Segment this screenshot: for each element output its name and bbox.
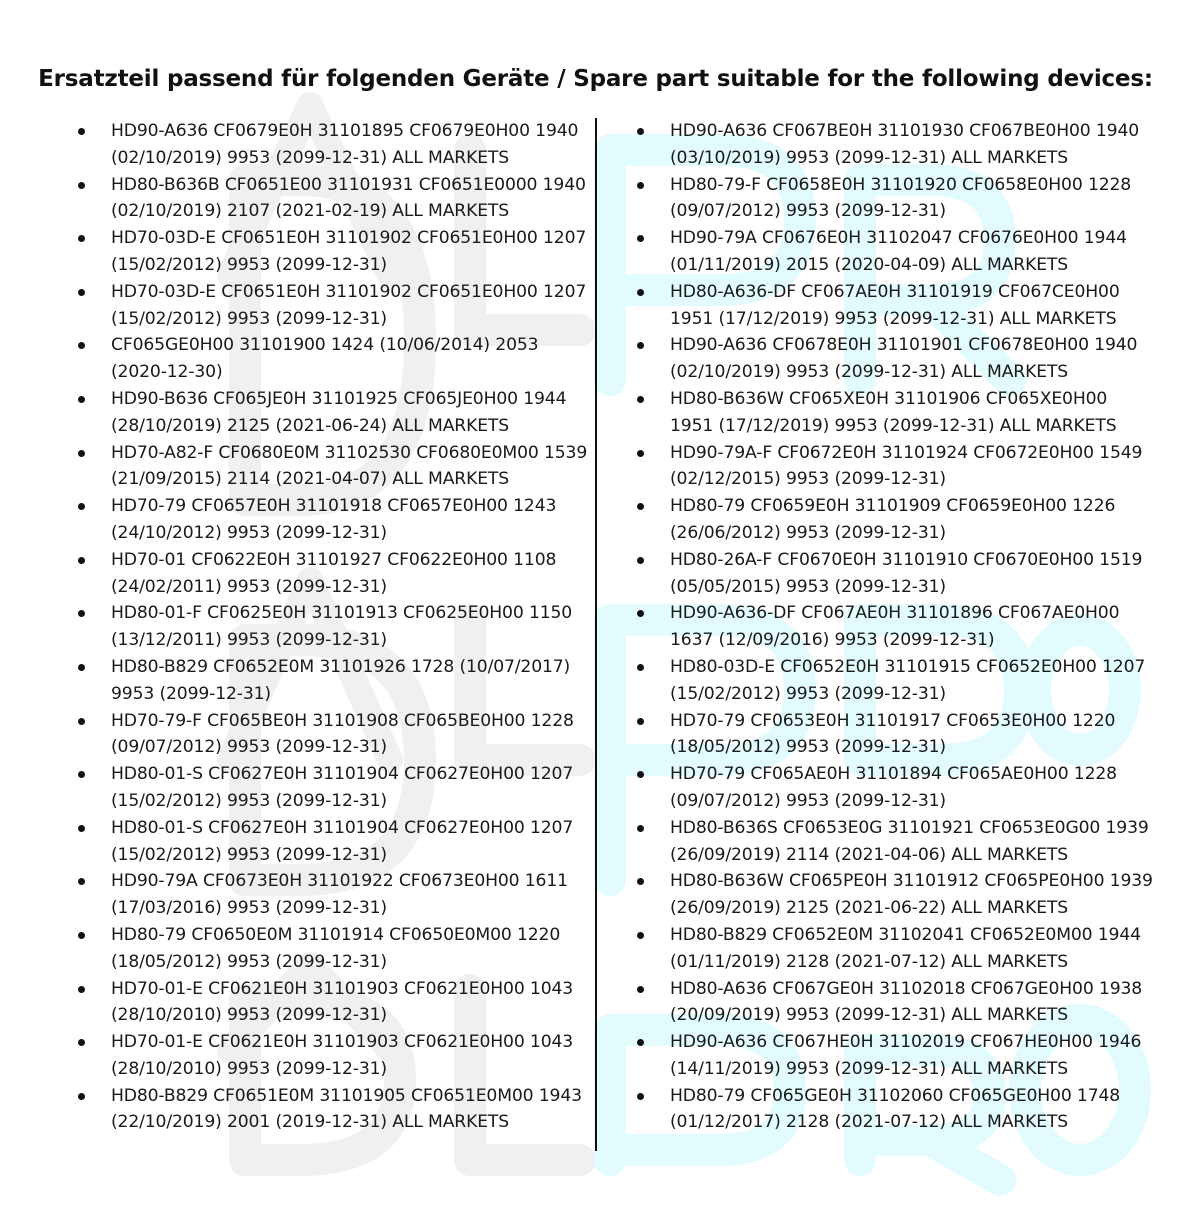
device-list-item: HD80-B636S CF0653E0G 31101921 CF0653E0G00 1939 (26/09/2019) 2114 (2021-04-06) ALL MARKETS — [670, 815, 1155, 869]
right-device-list — [670, 118, 1155, 1136]
device-list-item: HD70-01-E CF0621E0H 31101903 CF0621E0H00 1043 (28/10/2010) 9953 (2099-12-31) — [111, 976, 591, 1030]
device-list-item: HD70-01 CF0622E0H 31101927 CF0622E0H00 1108 (24/02/2011) 9953 (2099-12-31) — [111, 547, 591, 601]
device-list-item: HD70-79-F CF065BE0H 31101908 CF065BE0H00 1228 (09/07/2012) 9953 (2099-12-31) — [111, 708, 591, 762]
left-device-list — [111, 118, 591, 1136]
device-list-item: HD80-79 CF065GE0H 31102060 CF065GE0H00 1748 (01/12/2017) 2128 (2021-07-12) ALL MARKETS — [670, 1083, 1155, 1137]
device-list-item: HD90-79A CF0673E0H 31101922 CF0673E0H00 1611 (17/03/2016) 9953 (2099-12-31) — [111, 868, 591, 922]
column-divider — [595, 118, 597, 1151]
device-list-item: HD90-A636-DF CF067AE0H 31101896 CF067AE0H00 1637 (12/09/2016) 9953 (2099-12-31) — [670, 600, 1155, 654]
device-list-item: HD80-79-F CF0658E0H 31101920 CF0658E0H00 1228 (09/07/2012) 9953 (2099-12-31) — [670, 172, 1155, 226]
device-list-item: HD70-01-E CF0621E0H 31101903 CF0621E0H00 1043 (28/10/2010) 9953 (2099-12-31) — [111, 1029, 591, 1083]
device-list-item: HD70-79 CF0657E0H 31101918 CF0657E0H00 1243 (24/10/2012) 9953 (2099-12-31) — [111, 493, 591, 547]
device-list-item: HD90-A636 CF067HE0H 31102019 CF067HE0H00 1946 (14/11/2019) 9953 (2099-12-31) ALL MARKETS — [670, 1029, 1155, 1083]
device-list-item: HD90-A636 CF0678E0H 31101901 CF0678E0H00 1940 (02/10/2019) 9953 (2099-12-31) ALL MARKETS — [670, 332, 1155, 386]
device-list-item: HD80-79 CF0650E0M 31101914 CF0650E0M00 1220 (18/05/2012) 9953 (2099-12-31) — [111, 922, 591, 976]
device-list-item: HD70-79 CF065AE0H 31101894 CF065AE0H00 1228 (09/07/2012) 9953 (2099-12-31) — [670, 761, 1155, 815]
device-list-item: HD70-03D-E CF0651E0H 31101902 CF0651E0H00 1207 (15/02/2012) 9953 (2099-12-31) — [111, 279, 591, 333]
device-list-item: HD80-B829 CF0652E0M 31102041 CF0652E0M00 1944 (01/11/2019) 2128 (2021-07-12) ALL MARKETS — [670, 922, 1155, 976]
device-list-item: HD90-B636 CF065JE0H 31101925 CF065JE0H00 1944 (28/10/2019) 2125 (2021-06-24) ALL MARKETS — [111, 386, 591, 440]
device-list-item: HD80-B829 CF0651E0M 31101905 CF0651E0M00 1943 (22/10/2019) 2001 (2019-12-31) ALL MARKETS — [111, 1083, 591, 1137]
device-list-item: HD90-79A CF0676E0H 31102047 CF0676E0H00 1944 (01/11/2019) 2015 (2020-04-09) ALL MARKETS — [670, 225, 1155, 279]
device-list-item: HD90-A636 CF0679E0H 31101895 CF0679E0H00 1940 (02/10/2019) 9953 (2099-12-31) ALL MARKETS — [111, 118, 591, 172]
device-list-item: HD80-79 CF0659E0H 31101909 CF0659E0H00 1226 (26/06/2012) 9953 (2099-12-31) — [670, 493, 1155, 547]
device-list-item: HD80-01-S CF0627E0H 31101904 CF0627E0H00 1207 (15/02/2012) 9953 (2099-12-31) — [111, 761, 591, 815]
page-title: Ersatzteil passend für folgenden Geräte / Spare part suitable for the following devices: — [38, 66, 1153, 92]
device-list-item: HD80-01-F CF0625E0H 31101913 CF0625E0H00 1150 (13/12/2011) 9953 (2099-12-31) — [111, 600, 591, 654]
device-list-item: HD80-B829 CF0652E0M 31101926 1728 (10/07/2017) 9953 (2099-12-31) — [111, 654, 591, 708]
device-list-item: HD90-79A-F CF0672E0H 31101924 CF0672E0H00 1549 (02/12/2015) 9953 (2099-12-31) — [670, 440, 1155, 494]
device-list-item: HD70-79 CF0653E0H 31101917 CF0653E0H00 1220 (18/05/2012) 9953 (2099-12-31) — [670, 708, 1155, 762]
device-list-item: HD80-26A-F CF0670E0H 31101910 CF0670E0H00 1519 (05/05/2015) 9953 (2099-12-31) — [670, 547, 1155, 601]
device-list-item: HD80-B636B CF0651E00 31101931 CF0651E0000 1940 (02/10/2019) 2107 (2021-02-19) ALL MARKETS — [111, 172, 591, 226]
device-list-item: HD80-A636 CF067GE0H 31102018 CF067GE0H00 1938 (20/09/2019) 9953 (2099-12-31) ALL MARKETS — [670, 976, 1155, 1030]
device-list-item: HD80-B636W CF065PE0H 31101912 CF065PE0H00 1939 (26/09/2019) 2125 (2021-06-22) ALL MARKETS — [670, 868, 1155, 922]
device-list-item: HD80-03D-E CF0652E0H 31101915 CF0652E0H00 1207 (15/02/2012) 9953 (2099-12-31) — [670, 654, 1155, 708]
device-list-item: HD90-A636 CF067BE0H 31101930 CF067BE0H00 1940 (03/10/2019) 9953 (2099-12-31) ALL MARKETS — [670, 118, 1155, 172]
device-list-item: HD80-A636-DF CF067AE0H 31101919 CF067CE0H00 1951 (17/12/2019) 9953 (2099-12-31) ALL MARKETS — [670, 279, 1155, 333]
device-list-item: HD70-03D-E CF0651E0H 31101902 CF0651E0H00 1207 (15/02/2012) 9953 (2099-12-31) — [111, 225, 591, 279]
device-list-item: HD80-01-S CF0627E0H 31101904 CF0627E0H00 1207 (15/02/2012) 9953 (2099-12-31) — [111, 815, 591, 869]
device-list-item: HD70-A82-F CF0680E0M 31102530 CF0680E0M00 1539 (21/09/2015) 2114 (2021-04-07) ALL MARKETS — [111, 440, 591, 494]
device-list-item: HD80-B636W CF065XE0H 31101906 CF065XE0H00 1951 (17/12/2019) 9953 (2099-12-31) ALL MARKETS — [670, 386, 1155, 440]
device-list-item: CF065GE0H00 31101900 1424 (10/06/2014) 2053 (2020-12-30) — [111, 332, 591, 386]
